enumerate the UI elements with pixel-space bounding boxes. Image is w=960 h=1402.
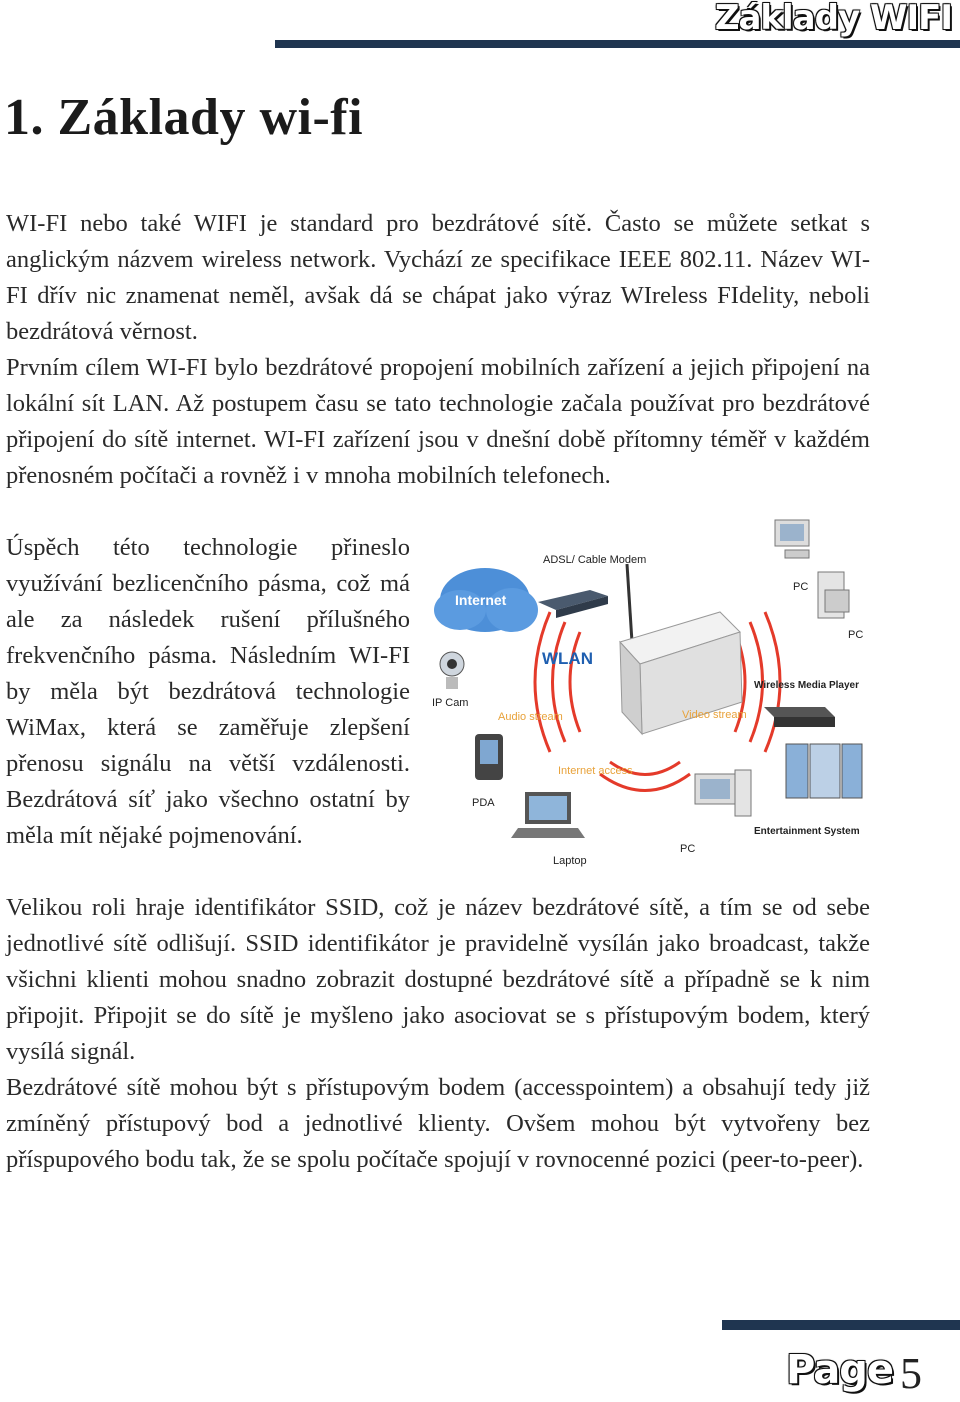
pc-mid-label: PC — [848, 629, 864, 641]
laptop-icon — [511, 792, 587, 867]
internet-access-label: Internet access — [558, 765, 633, 777]
wlan-label: WLAN — [542, 649, 593, 668]
ip-cam-label: IP Cam — [432, 697, 469, 709]
audio-stream-label: Audio stream — [498, 711, 563, 723]
pc-top-label: PC — [793, 581, 809, 593]
entertainment-system-icon — [754, 744, 862, 837]
internet-cloud-icon — [434, 568, 538, 632]
paragraph-success: Úspěch této technologie přineslo využívání bezlicenčního pásma, což má ale za následek rušení přílušného frekvenčního pásma. Následním WI-FI by měla být bezdrátová technologie WiMax, která se zaměřuje zlepšení přenosu signálu na větší vzdálenosti. Bezdrátová síť jako všechno ostatní by měla mít nějaké pojmenování. — [6, 534, 410, 849]
paragraph-access-point: Bezdrátové sítě mohou být s přístupovým bodem (accesspointem) a obsahují tedy již zmíněný přístupový bod a jednotlivé klienty. Ovšem mohou být vytvořeny bez příspupového bodu tak, že se spolu počítače spojují v rovnocenné pozici (peer-to-peer). — [6, 1074, 870, 1173]
video-stream-label: Video stream — [682, 709, 747, 721]
header-rule — [275, 40, 960, 48]
page-label: Page — [786, 1347, 893, 1393]
pda-label: PDA — [472, 797, 495, 809]
footer-rule — [722, 1320, 960, 1330]
pda-icon — [472, 734, 503, 809]
running-head: Základy WIFI — [714, 0, 952, 38]
media-player-label: Wireless Media Player — [754, 680, 859, 691]
modem-label: ADSL/ Cable Modem — [543, 554, 647, 566]
paragraph-ssid: Velikou roli hraje identifikátor SSID, což je název bezdrátové sítě, a tím se od sebe jednotlivé sítě odlišují. SSID identifikátor je pravidelně vysílán jako broadcast, takže všichni klienti mohou snadno zobrazit dostupné bezdrátové sítě a případně se k nim připojit. Připojit se do sítě je myšleno jako asociovat se s přístupovým bodem, který vysílá signál. — [6, 894, 870, 1065]
pc-bottom-label: PC — [680, 843, 696, 855]
media-player-icon — [754, 680, 859, 727]
internet-label: Internet — [455, 592, 507, 608]
wifi-network-diagram — [430, 512, 870, 872]
pc-bottom-icon — [680, 770, 751, 855]
paragraph-intro: WI-FI nebo také WIFI je standard pro bezdrátové sítě. Často se můžete setkat s anglickým názvem wireless network. Vychází ze specifikace IEEE 802.11. Název WI-FI dřív nic znamenat neměl, avšak dá se chápat jako výraz WIreless FIdelity, neboli bezdrátová věrnost. — [6, 210, 870, 345]
pc-mid-icon — [818, 572, 863, 641]
laptop-label: Laptop — [553, 855, 587, 867]
chapter-title: 1. Základy wi-fi — [4, 89, 364, 146]
paragraph-purpose: Prvním cílem WI-FI bylo bezdrátové propojení mobilních zařízení a jejich připojení na lokální sít LAN. Až postupem času se tato technologie začala používat pro bezdrátové připojení do sítě internet. WI-FI zařízení jsou v dnešní době přítomny téměř v každém přenosném počítači a rovněž i v mnoha mobilních telefonech. — [6, 354, 870, 489]
page-number: 5 — [900, 1349, 922, 1398]
pc-top-icon — [775, 520, 809, 593]
ip-cam-icon — [432, 652, 468, 709]
entertainment-label: Entertainment System — [754, 826, 860, 837]
